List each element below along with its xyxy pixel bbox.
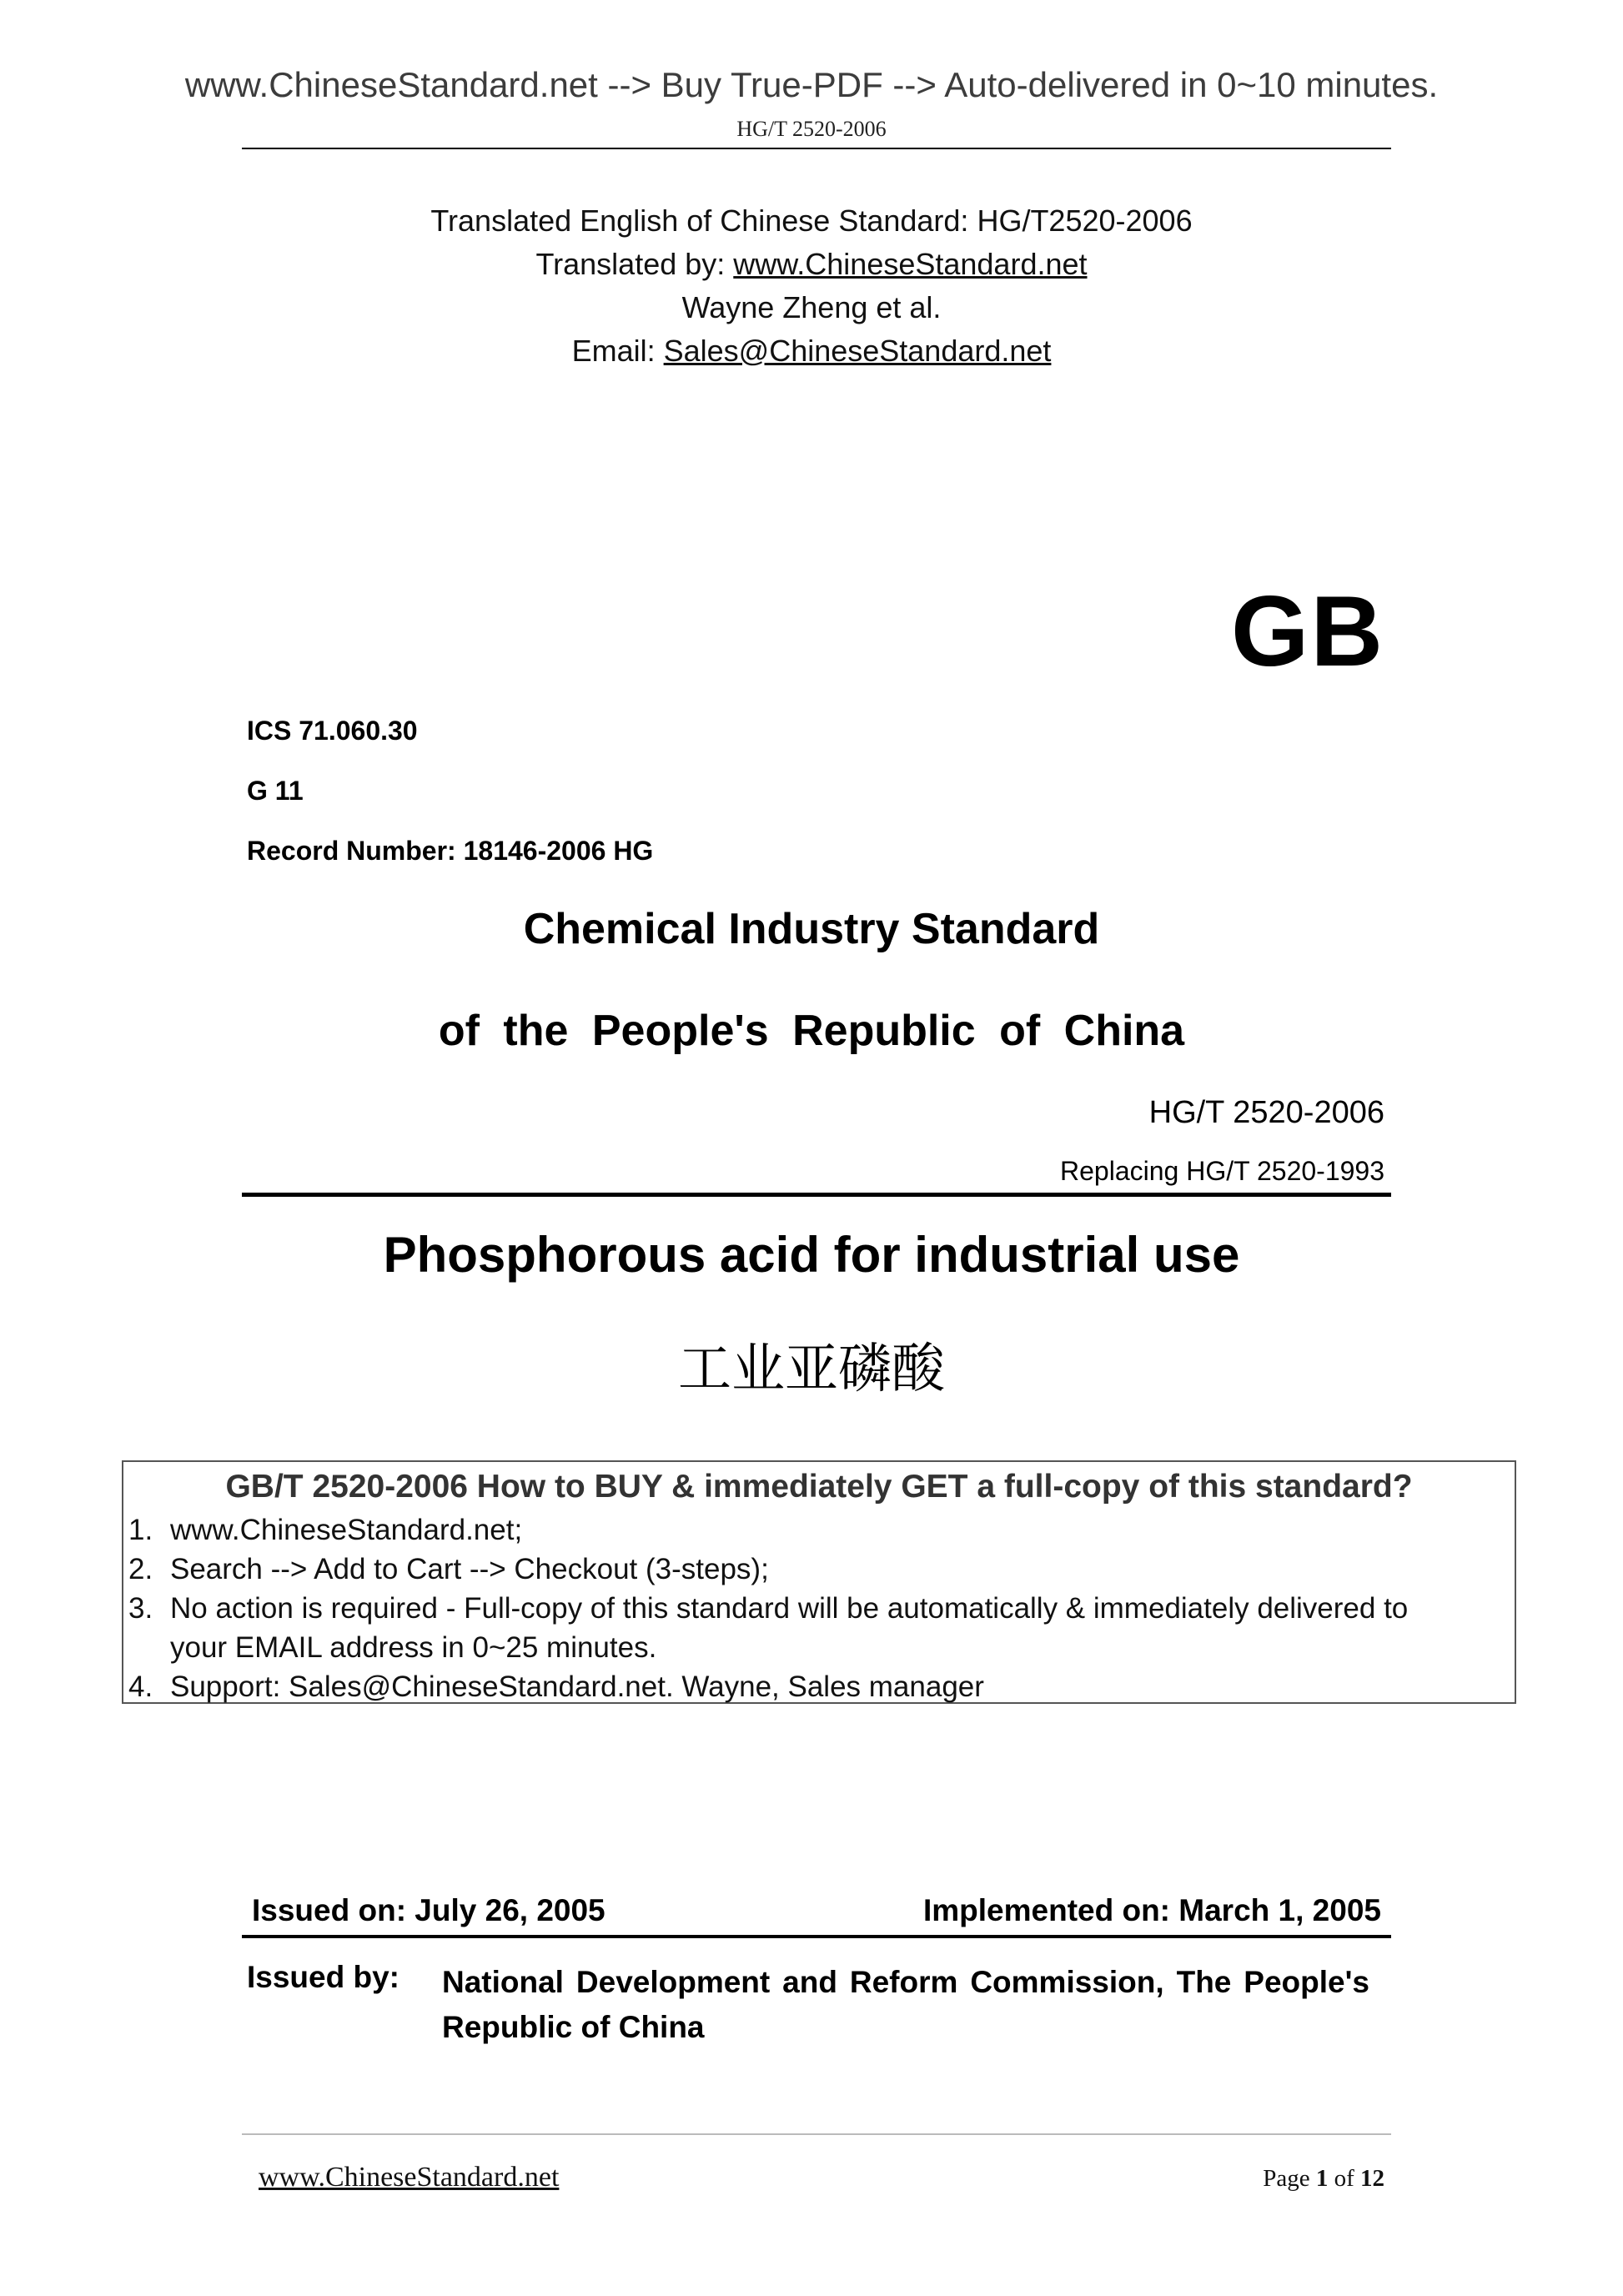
list-item <box>128 1667 1498 1706</box>
page-label: Page <box>1263 2165 1316 2192</box>
translation-line: Translated English of Chinese Standard: HG/T2520-2006 <box>430 203 1193 238</box>
list-item-text[interactable]: www.ChineseStandard.net; <box>170 1514 523 1546</box>
footer-site <box>259 2162 559 2193</box>
gb-mark: GB <box>1231 575 1384 687</box>
issuing-authority: National Development and Reform Commission, The People's Republic of China <box>442 1965 1369 2044</box>
issued-by-label: Issued by: <box>247 1960 399 1994</box>
dates-divider <box>242 1935 1391 1938</box>
current-page: 1 <box>1315 2165 1329 2192</box>
list-item-continuation: your EMAIL address in 0~25 minutes. <box>170 1631 657 1664</box>
page-number <box>1263 2165 1384 2193</box>
footer-site-link[interactable]: www.ChineseStandard.net <box>259 2162 560 2193</box>
list-item-text: Search --> Add to Cart --> Checkout (3-steps); <box>170 1553 769 1585</box>
of-label: of <box>1328 2165 1360 2192</box>
issued-on-date: Issued on: July 26, 2005 <box>252 1893 605 1927</box>
purchase-box-heading: GB/T 2520-2006 How to BUY & immediately GET a full-copy of this standard? <box>225 1469 1413 1505</box>
total-pages: 12 <box>1360 2165 1384 2192</box>
list-item-number: 4. <box>128 1671 153 1703</box>
translator-site-link[interactable]: www.ChineseStandard.net <box>733 247 1088 281</box>
translated-by-line <box>0 247 1623 282</box>
header-code: HG/T 2520-2006 <box>736 117 887 141</box>
translated-by-label: Translated by: <box>535 247 734 281</box>
record-number: Record Number: 18146-2006 HG <box>247 836 654 866</box>
list-item <box>128 1510 1498 1550</box>
implemented-on-date: Implemented on: March 1, 2005 <box>922 1893 1381 1927</box>
purchase-info-box <box>122 1460 1516 1704</box>
list-item-text: Support: Sales@ChineseStandard.net. Wayne, Sales manager <box>170 1671 984 1703</box>
footer-divider <box>242 2133 1391 2135</box>
list-item-number: 1. <box>128 1514 153 1546</box>
list-item <box>128 1550 1498 1589</box>
title-line-2: of the People's Republic of China <box>438 1007 1185 1055</box>
header-divider <box>242 148 1391 149</box>
classification-code: G 11 <box>247 776 304 806</box>
ics-code: ICS 71.060.30 <box>247 716 418 746</box>
standard-code: HG/T 2520-2006 <box>1148 1095 1384 1130</box>
title-line-1: Chemical Industry Standard <box>523 905 1100 953</box>
replacing-code: Replacing HG/T 2520-1993 <box>1060 1156 1384 1186</box>
top-banner: www.ChineseStandard.net --> Buy True-PDF --> Auto-delivered in 0~10 minutes. <box>184 65 1439 104</box>
document-title-chinese: 工业亚磷酸 <box>678 1339 945 1400</box>
email-line <box>0 334 1623 369</box>
email-link[interactable]: Sales@ChineseStandard.net <box>663 334 1052 368</box>
translator-name: Wayne Zheng et al. <box>681 290 942 324</box>
title-divider <box>242 1193 1391 1197</box>
list-item <box>128 1589 1498 1628</box>
list-item-number: 2. <box>128 1553 153 1585</box>
document-title: Phosphorous acid for industrial use <box>383 1227 1240 1283</box>
email-label: Email: <box>571 334 664 368</box>
list-item-text: No action is required - Full-copy of this standard will be automatically & immediately delivered to <box>170 1592 1409 1625</box>
list-item-number: 3. <box>128 1592 153 1625</box>
